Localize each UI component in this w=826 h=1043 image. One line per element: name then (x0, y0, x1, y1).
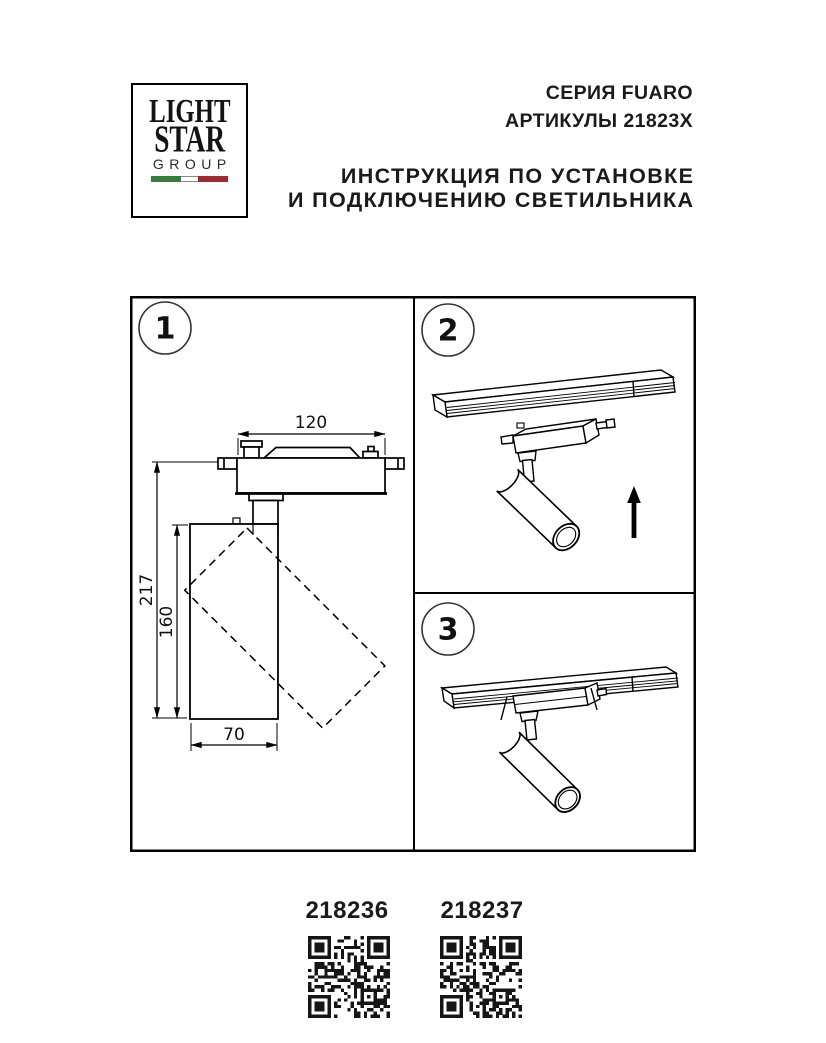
articles-title: АРТИКУЛЫ 21823X (505, 109, 693, 132)
instruction-title-line1: ИНСТРУКЦИЯ ПО УСТАНОВКЕ (340, 164, 695, 188)
track-rail (433, 370, 675, 417)
article-number-2: 218237 (440, 897, 524, 924)
series-title: СЕРИЯ FUARO (545, 82, 693, 104)
step-2-number: 2 (437, 313, 459, 349)
dimension-body-height: 160 (157, 605, 177, 639)
dimension-body-width: 70 (223, 725, 245, 745)
instruction-title-line2: И ПОДКЛЮЧЕНИЮ СВЕТИЛЬНИКА (287, 187, 695, 212)
flag-red-segment (198, 176, 228, 182)
flag-green-segment (151, 176, 181, 182)
dimension-adapter-width: 120 (294, 413, 328, 433)
step-1-panel (137, 302, 404, 751)
italian-flag-bar (151, 176, 229, 182)
logo-word-star: STAR (154, 117, 225, 161)
installation-diagram (130, 296, 696, 857)
step-2-panel (422, 304, 675, 555)
diagram-svg (130, 296, 696, 852)
article-number-1: 218236 (305, 897, 389, 924)
qr-code-1 (308, 936, 390, 1018)
step-1-number: 1 (154, 311, 176, 347)
spotlight-cylinder (497, 469, 585, 555)
step-3-number: 3 (437, 612, 459, 648)
step-3-panel (422, 603, 678, 817)
instruction-title (288, 165, 694, 212)
flag-white-segment (181, 176, 198, 182)
lamp-body-drawing (190, 524, 278, 719)
track-adapter-drawing (218, 441, 404, 524)
spotlight-cylinder-assembled (499, 732, 585, 817)
qr-code-2 (440, 936, 522, 1018)
series-block (505, 80, 693, 135)
dimension-total-height: 217 (137, 573, 157, 607)
lightstar-logo (131, 83, 248, 218)
logo-word-group: GROUP (152, 156, 232, 172)
logo-word-light: LIGHT (148, 91, 231, 130)
up-arrow-icon (627, 486, 641, 538)
